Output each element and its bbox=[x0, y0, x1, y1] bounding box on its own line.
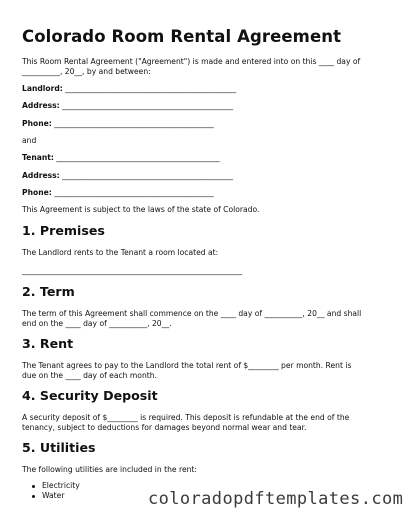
utilities-line-1: The following utilities are included in the rent: bbox=[22, 465, 197, 474]
bullet-icon bbox=[32, 485, 35, 488]
tenant-line: ___________________________________________ bbox=[56, 153, 220, 162]
section-utilities-heading: 5. Utilities bbox=[22, 440, 96, 455]
utility-item-label: Electricity bbox=[42, 481, 80, 490]
section-term-heading: 2. Term bbox=[22, 284, 75, 299]
tenant-phone-label: Phone: bbox=[22, 188, 52, 197]
landlord-label: Landlord: bbox=[22, 84, 63, 93]
document-title: Colorado Room Rental Agreement bbox=[22, 27, 342, 46]
governing-law-text: This Agreement is subject to the laws of the state of Colorado. bbox=[22, 205, 260, 214]
tenant-address-field bbox=[22, 171, 233, 182]
tenant-phone-line: __________________________________________ bbox=[54, 188, 214, 197]
tenant-label: Tenant: bbox=[22, 153, 54, 162]
bullet-icon bbox=[32, 495, 35, 498]
watermark: coloradopdftemplates.com bbox=[148, 489, 403, 509]
tenant-address-label: Address: bbox=[22, 171, 60, 180]
term-line-2: end on the ____ day of __________, 20__. bbox=[22, 319, 172, 328]
term-line-1: The term of this Agreement shall commence on the ____ day of __________, 20__ and shall bbox=[22, 309, 362, 318]
premises-address-line: __________________________________________________________ bbox=[22, 266, 243, 275]
landlord-phone-field bbox=[22, 119, 214, 130]
intro-line-1: This Room Rental Agreement ("Agreement") is made and entered into on this ____ day of bbox=[22, 57, 361, 66]
list-item bbox=[22, 481, 80, 491]
security-deposit-line-1: A security deposit of $________ is required. This deposit is refundable at the end of the bbox=[22, 413, 350, 422]
list-item bbox=[22, 491, 80, 501]
landlord-line: _____________________________________________ bbox=[65, 84, 237, 93]
rent-line-2: due on the ____ day of each month. bbox=[22, 371, 157, 380]
intro-line-2: __________, 20__, by and between: bbox=[22, 67, 151, 76]
landlord-address-line: _____________________________________________ bbox=[62, 101, 234, 110]
utilities-list bbox=[22, 481, 80, 501]
section-security-deposit-heading: 4. Security Deposit bbox=[22, 388, 158, 403]
utility-item-label: Water bbox=[42, 491, 65, 500]
landlord-field bbox=[22, 84, 236, 95]
rent-line-1: The Tenant agrees to pay to the Landlord the total rent of $________ per month. Rent is bbox=[22, 361, 352, 370]
section-premises-heading: 1. Premises bbox=[22, 223, 105, 238]
tenant-field bbox=[22, 153, 220, 164]
landlord-phone-label: Phone: bbox=[22, 119, 52, 128]
premises-line-1: The Landlord rents to the Tenant a room located at: bbox=[22, 248, 219, 257]
section-rent-heading: 3. Rent bbox=[22, 336, 74, 351]
tenant-address-line: _____________________________________________ bbox=[62, 171, 234, 180]
landlord-phone-line: __________________________________________ bbox=[54, 119, 214, 128]
security-deposit-line-2: tenancy, subject to deductions for damages beyond normal wear and tear. bbox=[22, 423, 307, 432]
and-text: and bbox=[22, 136, 37, 145]
landlord-address-field bbox=[22, 101, 233, 112]
tenant-phone-field bbox=[22, 188, 214, 199]
landlord-address-label: Address: bbox=[22, 101, 60, 110]
